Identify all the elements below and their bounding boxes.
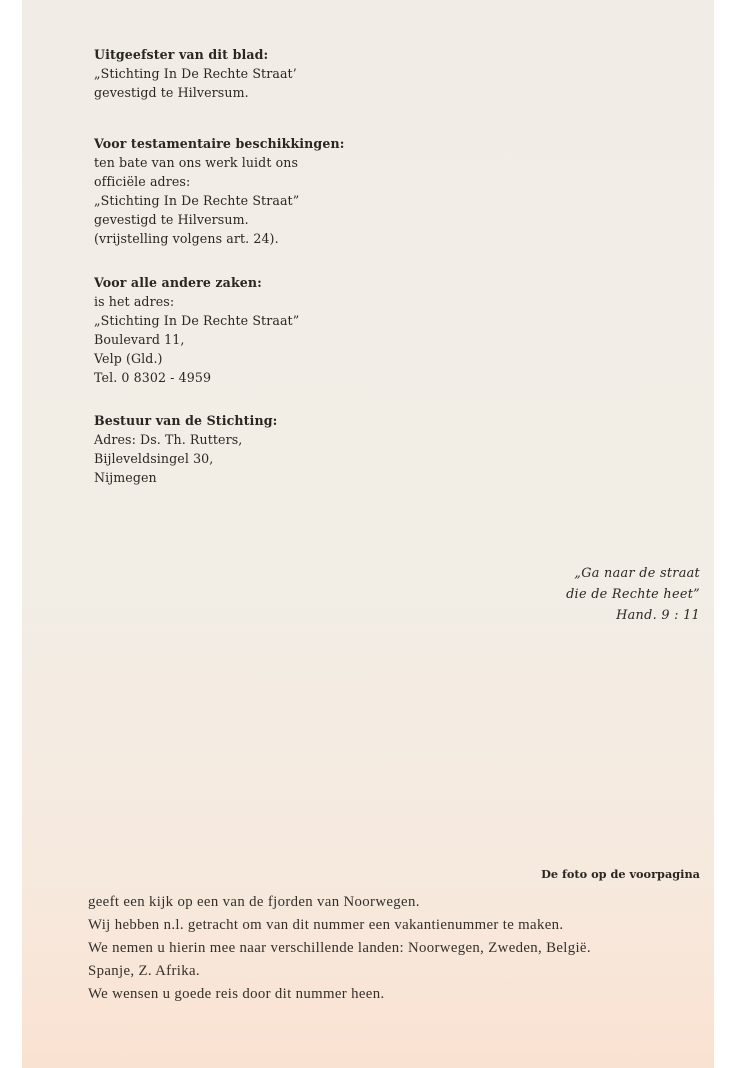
board-section	[94, 411, 277, 487]
other-matters-section	[94, 273, 299, 387]
quote-reference: Hand. 9 : 11	[616, 608, 700, 623]
publisher-section	[94, 45, 297, 102]
other-matters-line: is het adres:	[94, 294, 175, 309]
cover-text-line: Wij hebben n.l. getracht om van dit nummer een vakantienummer te maken.	[88, 917, 564, 933]
publisher-line: „Stichting In De Rechte Straat’	[94, 66, 297, 81]
testament-line: gevestigd te Hilversum.	[94, 212, 249, 227]
board-line: Bijleveldsingel 30,	[94, 451, 214, 466]
cover-text-line: geeft een kijk op een van de fjorden van Noorwegen.	[88, 894, 420, 910]
testament-line: officiële adres:	[94, 174, 191, 189]
quote-line: „Ga naar de straat	[574, 566, 700, 581]
board-line: Nijmegen	[94, 470, 157, 485]
other-matters-line: Boulevard 11,	[94, 332, 185, 347]
testament-line: „Stichting In De Rechte Straat”	[94, 193, 300, 208]
other-matters-heading: Voor alle andere zaken:	[94, 275, 262, 290]
testament-heading: Voor testamentaire beschikkingen:	[94, 136, 345, 151]
board-heading: Bestuur van de Stichting:	[94, 413, 278, 428]
publisher-heading: Uitgeefster van dit blad:	[94, 47, 269, 62]
testament-line: (vrijstelling volgens art. 24).	[94, 231, 279, 246]
cover-photo-heading: De foto op de voorpagina	[541, 867, 700, 881]
testament-section	[94, 134, 344, 248]
cover-text-line: We wensen u goede reis door dit nummer heen.	[88, 986, 385, 1002]
publisher-line: gevestigd te Hilversum.	[94, 85, 249, 100]
testament-line: ten bate van ons werk luidt ons	[94, 155, 299, 170]
other-matters-line: „Stichting In De Rechte Straat”	[94, 313, 300, 328]
bible-quote	[566, 563, 700, 626]
other-matters-line: Velp (Gld.)	[94, 351, 163, 366]
cover-text-line: Spanje, Z. Afrika.	[88, 963, 200, 979]
quote-line: die de Rechte heet”	[566, 587, 700, 602]
page	[22, 0, 714, 1068]
cover-photo-text	[88, 891, 708, 1006]
other-matters-line: Tel. 0 8302 - 4959	[94, 370, 212, 385]
board-line: Adres: Ds. Th. Rutters,	[94, 432, 243, 447]
cover-text-line: We nemen u hierin mee naar verschillende landen: Noorwegen, Zweden, België.	[88, 940, 591, 956]
